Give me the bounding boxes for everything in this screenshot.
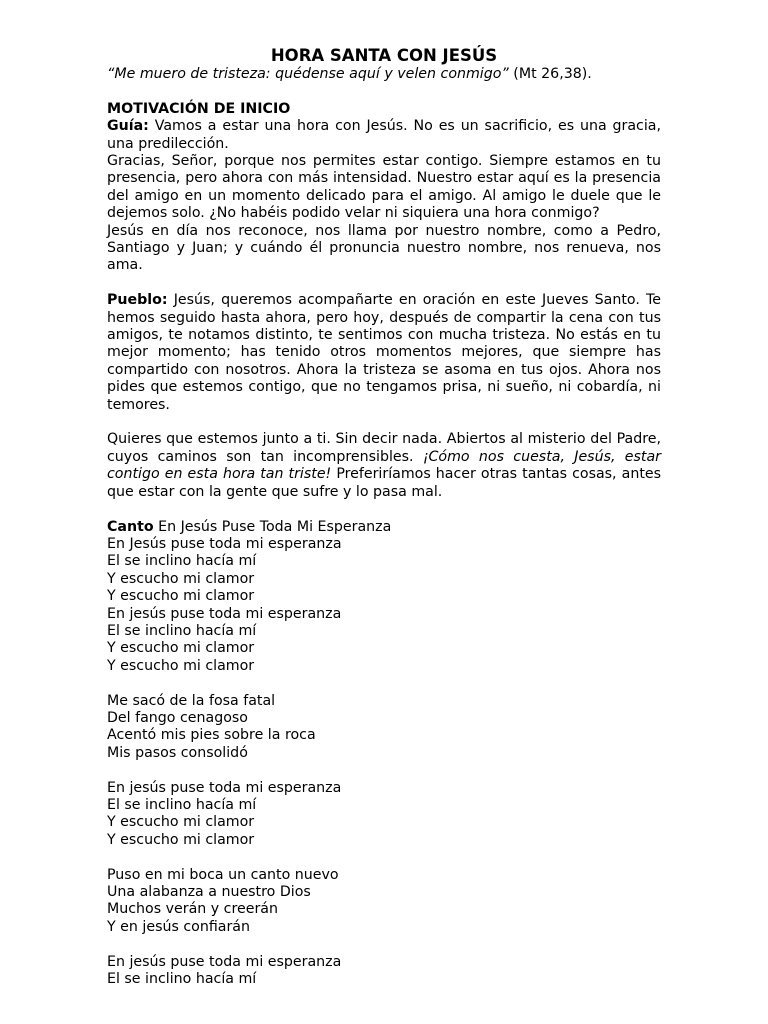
pueblo-text-2-italic: ¡Cómo nos cuesta, Jesús, estar contigo en esta hora tan triste! [107,448,661,483]
stanza-spacer [107,849,661,866]
spacer [107,414,661,431]
epigraph [107,66,661,83]
lyric-line: El se inclino hacía mí [107,796,257,813]
spacer [107,501,661,518]
lyric-line: En jesús puse toda mi esperanza [107,953,342,970]
epigraph-quote: “Me muero de tristeza: quédense aquí y velen conmigo” [107,66,509,82]
stanza-spacer [107,936,661,953]
lyric-line: Y escucho mi clamor [107,831,255,848]
lyric-line: En Jesús puse toda mi esperanza [107,535,342,552]
lyric-line: Y escucho mi clamor [107,657,255,674]
guia-paragraph-3: Jesús en día nos reconoce, nos llama por nuestro nombre, como a Pedro, Santiago y Juan; y cuándo él pronuncia nuestro nombre, nos renueva, nos ama. [107,222,661,274]
lyric-line: En jesús puse toda mi esperanza [107,779,342,796]
stanza-spacer [107,675,661,692]
lyric-line: Acentó mis pies sobre la roca [107,727,316,744]
lyric-line: Y escucho mi clamor [107,640,255,657]
guia-label: Guía: [107,118,149,135]
lyric-line: Y escucho mi clamor [107,814,255,831]
stanza-spacer [107,762,661,779]
pueblo-paragraph-1 [107,292,661,414]
lyric-line: El se inclino hacía mí [107,971,257,987]
song-lyrics [107,536,661,989]
spacer [107,83,661,100]
canto-song-title: En Jesús Puse Toda Mi Esperanza [153,518,392,535]
lyric-line: Y en jesús confiarán [107,918,250,935]
lyric-line: Puso en mi boca un canto nuevo [107,866,339,883]
pueblo-text-1: Jesús, queremos acompañarte en oración en este Jueves Santo. Te hemos seguido hasta ahora, pero hoy, después de compartir la cena con tus amigos, te notamos distinto, te sentimos con mucha tristeza. No estás en tu mejor momento; has tenido otros momentos mejores, que siempre has compartido con nosotros. Ahora la tristeza se asoma en tus ojos. Ahora nos pides que estemos contigo, que no tengamos prisa, ni sueño, ni cobardía, ni temores. [107,292,661,413]
section-heading: MOTIVACIÓN DE INICIO [107,100,291,117]
guia-paragraph-2: Gracias, Señor, porque nos permites estar contigo. Siempre estamos en tu presencia, pero ahora con más intensidad. Nuestro estar aquí es la presencia del amigo en un momento delicado para el amigo. Al amigo le duele que le dejemos solo. ¿No habéis podido velar ni siquiera una hora conmigo? [107,153,661,222]
document-title: HORA SANTA CON JESÚS [270,46,498,65]
spacer [107,275,661,292]
song-stanza [107,536,661,675]
pueblo-label: Pueblo: [107,292,168,309]
document-page [107,46,661,988]
pueblo-text-2-start: Quieres que estemos junto a ti. Sin decir nada. Abiertos al misterio del Padre, cuyos caminos son tan incomprensibles. [107,431,661,465]
pueblo-text-2-end: Preferiríamos hacer otras tantas cosas, antes que estar con la gente que sufre y lo pasa mal. [107,466,661,500]
lyric-line: Una alabanza a nuestro Dios [107,883,311,900]
canto-heading [107,519,661,536]
lyric-line: Y escucho mi clamor [107,588,255,605]
song-stanza [107,693,661,763]
song-stanza [107,780,661,850]
song-stanza [107,867,661,937]
lyric-line: Muchos verán y creerán [107,901,278,918]
lyric-line: El se inclino hacía mí [107,553,257,570]
lyric-line: Del fango cenagoso [107,709,248,726]
guia-paragraph-1 [107,118,661,153]
lyric-line: Mis pasos consolidó [107,744,248,761]
canto-label: Canto [107,518,154,535]
lyric-line: Me sacó de la fosa fatal [107,692,276,709]
pueblo-paragraph-2 [107,431,661,501]
lyric-line: En jesús puse toda mi esperanza [107,605,342,622]
guia-text-1: Vamos a estar una hora con Jesús. No es un sacrificio, es una gracia, una predilección. [107,118,661,152]
lyric-line: Y escucho mi clamor [107,570,255,587]
lyric-line: El se inclino hacía mí [107,622,257,639]
song-stanza [107,954,661,989]
epigraph-reference: (Mt 26,38). [508,66,592,82]
